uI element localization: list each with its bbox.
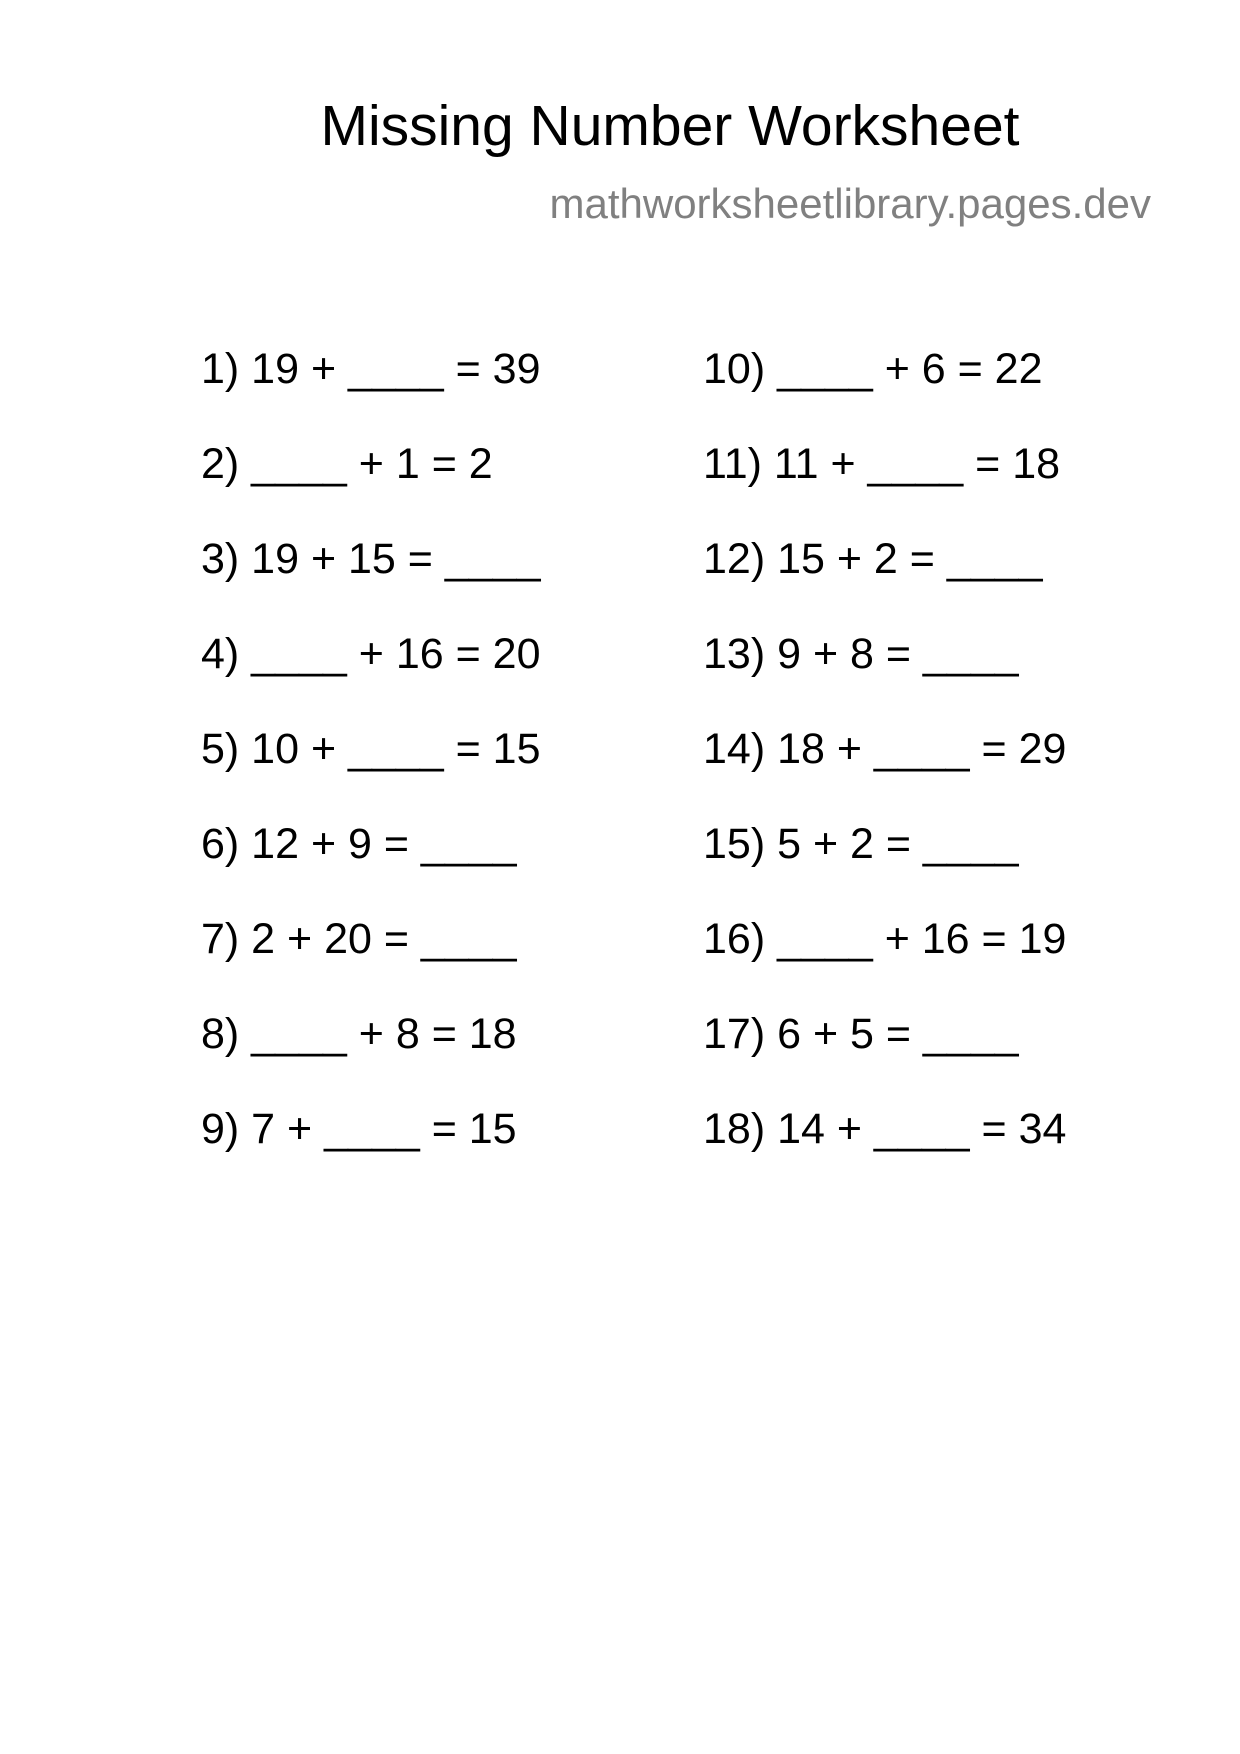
- problem-item: 14) 18 + ____ = 29: [703, 725, 1067, 773]
- problem-item: 3) 19 + 15 = ____: [201, 535, 541, 583]
- problem-item: 6) 12 + 9 = ____: [201, 820, 517, 868]
- problem-item: 12) 15 + 2 = ____: [703, 535, 1043, 583]
- problem-item: 11) 11 + ____ = 18: [703, 440, 1061, 488]
- problem-item: 15) 5 + 2 = ____: [703, 820, 1019, 868]
- problem-item: 2) ____ + 1 = 2: [201, 440, 493, 488]
- problem-item: 13) 9 + 8 = ____: [703, 630, 1019, 678]
- problem-item: 17) 6 + 5 = ____: [703, 1010, 1019, 1058]
- problem-item: 8) ____ + 8 = 18: [201, 1010, 517, 1058]
- problem-item: 1) 19 + ____ = 39: [201, 345, 541, 393]
- source-url: mathworksheetlibrary.pages.dev: [549, 180, 1151, 227]
- problem-column-right: [703, 345, 1067, 1203]
- worksheet-title: Missing Number Worksheet: [320, 94, 1020, 158]
- problem-item: 10) ____ + 6 = 22: [703, 345, 1043, 393]
- problem-item: 9) 7 + ____ = 15: [201, 1105, 517, 1153]
- problem-column-left: [201, 345, 541, 1203]
- problem-item: 5) 10 + ____ = 15: [201, 725, 541, 773]
- problem-item: 7) 2 + 20 = ____: [201, 915, 517, 963]
- problem-item: 18) 14 + ____ = 34: [703, 1105, 1067, 1153]
- problem-item: 16) ____ + 16 = 19: [703, 915, 1067, 963]
- problem-item: 4) ____ + 16 = 20: [201, 630, 541, 678]
